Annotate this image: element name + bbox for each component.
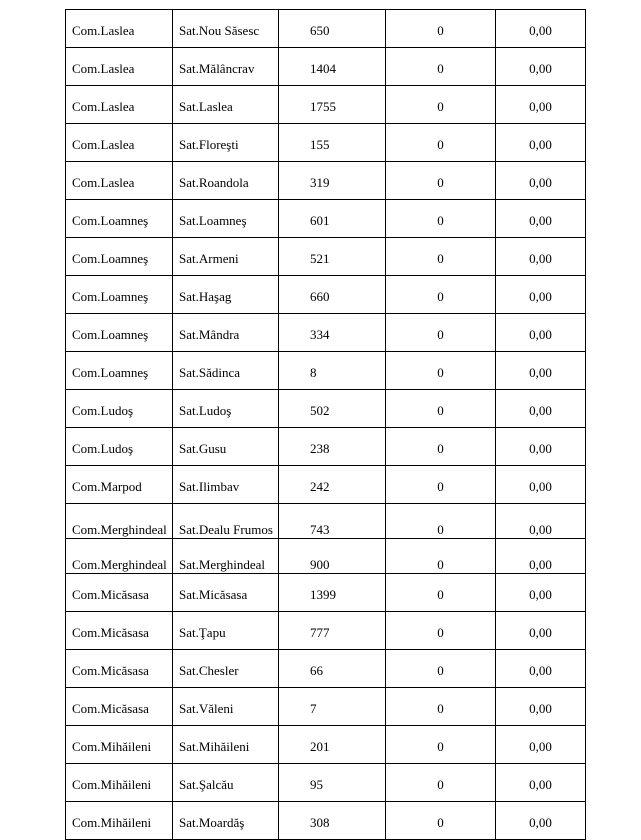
village-cell: Sat.Micăsasa <box>173 574 279 612</box>
table-row <box>66 612 586 650</box>
percent-cell: 0,00 <box>496 466 586 504</box>
count-cell: 0 <box>386 314 496 352</box>
village-cell: Sat.Chesler <box>173 650 279 688</box>
population-cell: 95 <box>279 764 386 802</box>
table-row <box>66 238 586 276</box>
percent-cell: 0,00 <box>496 352 586 390</box>
table-row <box>66 764 586 802</box>
count-cell: 0 <box>386 802 496 840</box>
village-cell: Sat.Haşag <box>173 276 279 314</box>
table-row <box>66 574 586 612</box>
count-cell: 0 <box>386 276 496 314</box>
table-row <box>66 86 586 124</box>
table-row <box>66 802 586 840</box>
population-cell: 201 <box>279 726 386 764</box>
village-cell: Sat.Mălâncrav <box>173 48 279 86</box>
count-cell: 0 <box>386 650 496 688</box>
population-cell: 242 <box>279 466 386 504</box>
table-row <box>66 124 586 162</box>
population-cell: 601 <box>279 200 386 238</box>
population-cell: 650 <box>279 10 386 48</box>
table-row <box>66 539 586 574</box>
population-cell: 1399 <box>279 574 386 612</box>
count-cell: 0 <box>386 352 496 390</box>
percent-cell: 0,00 <box>496 688 586 726</box>
table-row <box>66 390 586 428</box>
count-cell: 0 <box>386 764 496 802</box>
population-cell: 66 <box>279 650 386 688</box>
commune-cell: Com.Marpod <box>66 466 173 504</box>
commune-cell: Com.Ludoş <box>66 428 173 466</box>
percent-cell: 0,00 <box>496 539 586 574</box>
population-cell: 7 <box>279 688 386 726</box>
count-cell: 0 <box>386 124 496 162</box>
village-cell: Sat.Nou Săsesc <box>173 10 279 48</box>
count-cell: 0 <box>386 162 496 200</box>
table-row <box>66 162 586 200</box>
percent-cell: 0,00 <box>496 650 586 688</box>
count-cell: 0 <box>386 466 496 504</box>
percent-cell: 0,00 <box>496 574 586 612</box>
count-cell: 0 <box>386 200 496 238</box>
percent-cell: 0,00 <box>496 314 586 352</box>
village-cell: Sat.Văleni <box>173 688 279 726</box>
village-cell: Sat.Ţapu <box>173 612 279 650</box>
table-row <box>66 504 586 539</box>
commune-cell: Com.Loamneş <box>66 238 173 276</box>
percent-cell: 0,00 <box>496 86 586 124</box>
table-row <box>66 466 586 504</box>
commune-cell: Com.Ludoş <box>66 390 173 428</box>
commune-cell: Com.Laslea <box>66 86 173 124</box>
commune-cell: Com.Mihăileni <box>66 726 173 764</box>
population-cell: 8 <box>279 352 386 390</box>
village-cell: Sat.Moardăş <box>173 802 279 840</box>
count-cell: 0 <box>386 428 496 466</box>
population-cell: 1755 <box>279 86 386 124</box>
population-cell: 777 <box>279 612 386 650</box>
table-row <box>66 200 586 238</box>
count-cell: 0 <box>386 726 496 764</box>
percent-cell: 0,00 <box>496 10 586 48</box>
table-row <box>66 48 586 86</box>
village-cell: Sat.Mihăileni <box>173 726 279 764</box>
population-cell: 1404 <box>279 48 386 86</box>
count-cell: 0 <box>386 688 496 726</box>
table-row <box>66 352 586 390</box>
commune-cell: Com.Laslea <box>66 48 173 86</box>
table-row <box>66 428 586 466</box>
villages-table <box>65 9 586 840</box>
count-cell: 0 <box>386 390 496 428</box>
table-row <box>66 314 586 352</box>
village-cell: Sat.Ludoş <box>173 390 279 428</box>
commune-cell: Com.Loamneş <box>66 200 173 238</box>
population-cell: 502 <box>279 390 386 428</box>
village-cell: Sat.Merghindeal <box>173 539 279 574</box>
count-cell: 0 <box>386 504 496 539</box>
percent-cell: 0,00 <box>496 162 586 200</box>
village-cell: Sat.Mândra <box>173 314 279 352</box>
table-row <box>66 276 586 314</box>
commune-cell: Com.Micăsasa <box>66 688 173 726</box>
population-cell: 308 <box>279 802 386 840</box>
villages-table-body <box>66 10 586 840</box>
percent-cell: 0,00 <box>496 238 586 276</box>
commune-cell: Com.Loamneş <box>66 276 173 314</box>
village-cell: Sat.Sădinca <box>173 352 279 390</box>
commune-cell: Com.Laslea <box>66 162 173 200</box>
table-row <box>66 10 586 48</box>
percent-cell: 0,00 <box>496 276 586 314</box>
village-cell: Sat.Ilimbav <box>173 466 279 504</box>
village-cell: Sat.Şalcău <box>173 764 279 802</box>
commune-cell: Com.Mihăileni <box>66 802 173 840</box>
village-cell: Sat.Laslea <box>173 86 279 124</box>
commune-cell: Com.Loamneş <box>66 314 173 352</box>
population-cell: 521 <box>279 238 386 276</box>
table-row <box>66 726 586 764</box>
population-cell: 155 <box>279 124 386 162</box>
commune-cell: Com.Loamneş <box>66 352 173 390</box>
percent-cell: 0,00 <box>496 764 586 802</box>
village-cell: Sat.Gusu <box>173 428 279 466</box>
count-cell: 0 <box>386 612 496 650</box>
commune-cell: Com.Laslea <box>66 10 173 48</box>
count-cell: 0 <box>386 574 496 612</box>
village-cell: Sat.Loamneş <box>173 200 279 238</box>
commune-cell: Com.Merghindeal <box>66 539 173 574</box>
commune-cell: Com.Micăsasa <box>66 650 173 688</box>
table-row <box>66 650 586 688</box>
percent-cell: 0,00 <box>496 726 586 764</box>
percent-cell: 0,00 <box>496 612 586 650</box>
commune-cell: Com.Micăsasa <box>66 574 173 612</box>
percent-cell: 0,00 <box>496 200 586 238</box>
percent-cell: 0,00 <box>496 124 586 162</box>
population-cell: 900 <box>279 539 386 574</box>
percent-cell: 0,00 <box>496 390 586 428</box>
population-cell: 238 <box>279 428 386 466</box>
population-cell: 660 <box>279 276 386 314</box>
count-cell: 0 <box>386 48 496 86</box>
population-cell: 334 <box>279 314 386 352</box>
village-cell: Sat.Floreşti <box>173 124 279 162</box>
table-row <box>66 688 586 726</box>
count-cell: 0 <box>386 10 496 48</box>
commune-cell: Com.Merghindeal <box>66 504 173 539</box>
percent-cell: 0,00 <box>496 504 586 539</box>
commune-cell: Com.Mihăileni <box>66 764 173 802</box>
village-cell: Sat.Dealu Frumos <box>173 504 279 539</box>
percent-cell: 0,00 <box>496 48 586 86</box>
village-cell: Sat.Roandola <box>173 162 279 200</box>
commune-cell: Com.Micăsasa <box>66 612 173 650</box>
percent-cell: 0,00 <box>496 428 586 466</box>
percent-cell: 0,00 <box>496 802 586 840</box>
count-cell: 0 <box>386 86 496 124</box>
count-cell: 0 <box>386 238 496 276</box>
population-cell: 319 <box>279 162 386 200</box>
commune-cell: Com.Laslea <box>66 124 173 162</box>
count-cell: 0 <box>386 539 496 574</box>
population-cell: 743 <box>279 504 386 539</box>
village-cell: Sat.Armeni <box>173 238 279 276</box>
